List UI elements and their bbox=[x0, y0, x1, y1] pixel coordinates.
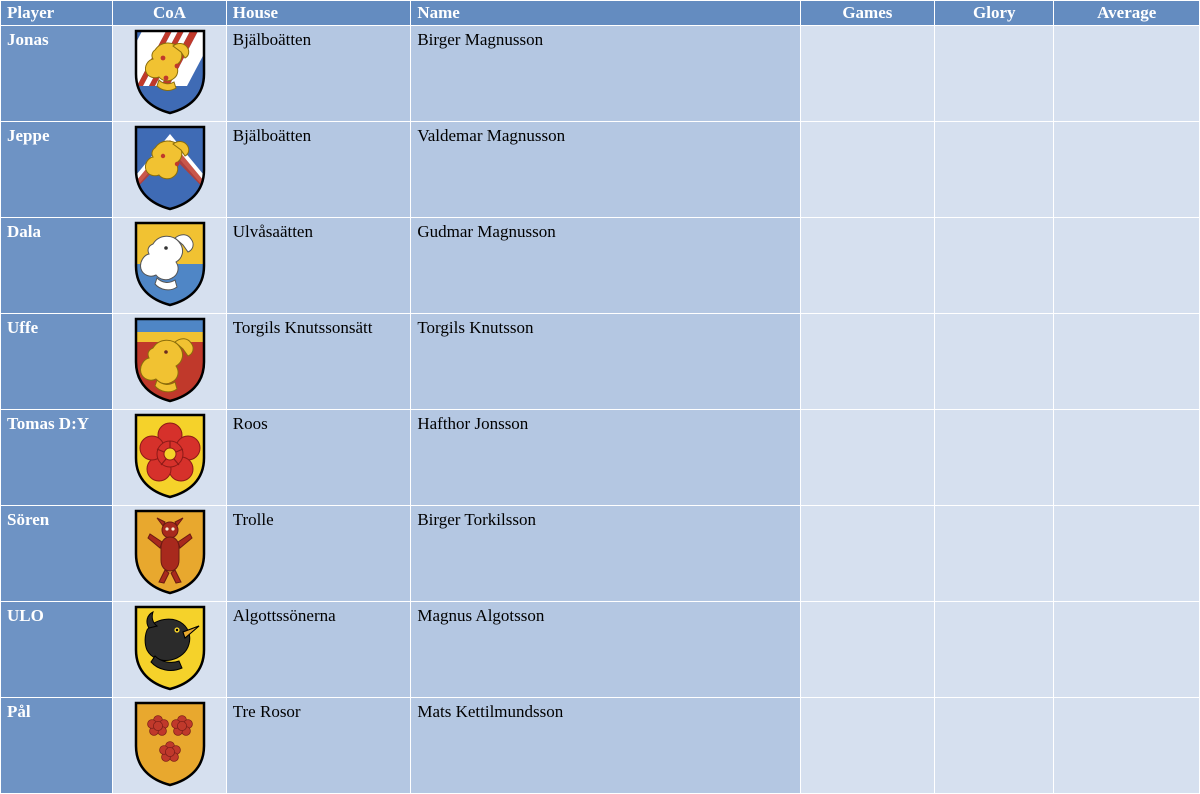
column-header-glory: Glory bbox=[935, 1, 1054, 26]
cell-house: Trolle bbox=[226, 506, 411, 602]
cell-glory[interactable] bbox=[935, 506, 1054, 602]
cell-player: Sören bbox=[1, 506, 113, 602]
cell-name: Gudmar Magnusson bbox=[411, 218, 800, 314]
cell-player: Tomas D:Y bbox=[1, 410, 113, 506]
cell-games[interactable] bbox=[800, 410, 934, 506]
table-row bbox=[1, 218, 1200, 314]
table-header bbox=[1, 1, 1200, 26]
cell-average[interactable] bbox=[1054, 698, 1200, 794]
column-header-name: Name bbox=[411, 1, 800, 26]
cell-name: Hafthor Jonsson bbox=[411, 410, 800, 506]
coat-of-arms-roos-rose bbox=[133, 412, 207, 500]
cell-name: Torgils Knutsson bbox=[411, 314, 800, 410]
cell-glory[interactable] bbox=[935, 314, 1054, 410]
cell-games[interactable] bbox=[800, 698, 934, 794]
column-header-player: Player bbox=[1, 1, 113, 26]
cell-coa bbox=[113, 122, 226, 218]
coat-of-arms-bjalbo-lion-bend bbox=[133, 28, 207, 116]
cell-coa bbox=[113, 698, 226, 794]
coat-of-arms-bjalbo-lion-chevron bbox=[133, 124, 207, 212]
cell-name: Birger Torkilsson bbox=[411, 506, 800, 602]
cell-average[interactable] bbox=[1054, 218, 1200, 314]
cell-house: Tre Rosor bbox=[226, 698, 411, 794]
cell-glory[interactable] bbox=[935, 602, 1054, 698]
coat-of-arms-ulvasa-lion bbox=[133, 220, 207, 308]
cell-games[interactable] bbox=[800, 218, 934, 314]
cell-glory[interactable] bbox=[935, 698, 1054, 794]
cell-games[interactable] bbox=[800, 122, 934, 218]
table-row bbox=[1, 506, 1200, 602]
cell-coa bbox=[113, 410, 226, 506]
column-header-coa: CoA bbox=[113, 1, 226, 26]
cell-player: Dala bbox=[1, 218, 113, 314]
cell-glory[interactable] bbox=[935, 218, 1054, 314]
cell-house: Algottssönerna bbox=[226, 602, 411, 698]
cell-player: ULO bbox=[1, 602, 113, 698]
cell-average[interactable] bbox=[1054, 506, 1200, 602]
cell-player: Uffe bbox=[1, 314, 113, 410]
column-header-average: Average bbox=[1054, 1, 1200, 26]
table-row bbox=[1, 26, 1200, 122]
cell-glory[interactable] bbox=[935, 410, 1054, 506]
cell-name: Mats Kettilmundsson bbox=[411, 698, 800, 794]
coat-of-arms-torgils-knutsson-lion bbox=[133, 316, 207, 404]
cell-house: Torgils Knutssonsätt bbox=[226, 314, 411, 410]
coat-of-arms-trolle-troll bbox=[133, 508, 207, 596]
column-header-games: Games bbox=[800, 1, 934, 26]
cell-average[interactable] bbox=[1054, 122, 1200, 218]
cell-coa bbox=[113, 26, 226, 122]
cell-average[interactable] bbox=[1054, 602, 1200, 698]
table-body bbox=[1, 26, 1200, 794]
column-header-house: House bbox=[226, 1, 411, 26]
table-row bbox=[1, 410, 1200, 506]
cell-coa bbox=[113, 218, 226, 314]
cell-average[interactable] bbox=[1054, 26, 1200, 122]
cell-house: Roos bbox=[226, 410, 411, 506]
cell-glory[interactable] bbox=[935, 122, 1054, 218]
cell-coa bbox=[113, 602, 226, 698]
coat-of-arms-tre-rosor-three-roses bbox=[133, 700, 207, 788]
cell-games[interactable] bbox=[800, 314, 934, 410]
cell-player: Jeppe bbox=[1, 122, 113, 218]
cell-name: Birger Magnusson bbox=[411, 26, 800, 122]
cell-glory[interactable] bbox=[935, 26, 1054, 122]
table-row bbox=[1, 314, 1200, 410]
cell-player: Jonas bbox=[1, 26, 113, 122]
table-row bbox=[1, 122, 1200, 218]
table-row bbox=[1, 602, 1200, 698]
cell-games[interactable] bbox=[800, 26, 934, 122]
cell-name: Magnus Algotsson bbox=[411, 602, 800, 698]
cell-house: Ulvåsaätten bbox=[226, 218, 411, 314]
cell-house: Bjälboätten bbox=[226, 122, 411, 218]
table-row bbox=[1, 698, 1200, 794]
cell-player: Pål bbox=[1, 698, 113, 794]
header-row bbox=[1, 1, 1200, 26]
cell-games[interactable] bbox=[800, 506, 934, 602]
cell-average[interactable] bbox=[1054, 314, 1200, 410]
cell-coa bbox=[113, 506, 226, 602]
cell-house: Bjälboätten bbox=[226, 26, 411, 122]
cell-coa bbox=[113, 314, 226, 410]
cell-name: Valdemar Magnusson bbox=[411, 122, 800, 218]
cell-games[interactable] bbox=[800, 602, 934, 698]
cell-average[interactable] bbox=[1054, 410, 1200, 506]
coat-of-arms-algotssonerna-griffin bbox=[133, 604, 207, 692]
